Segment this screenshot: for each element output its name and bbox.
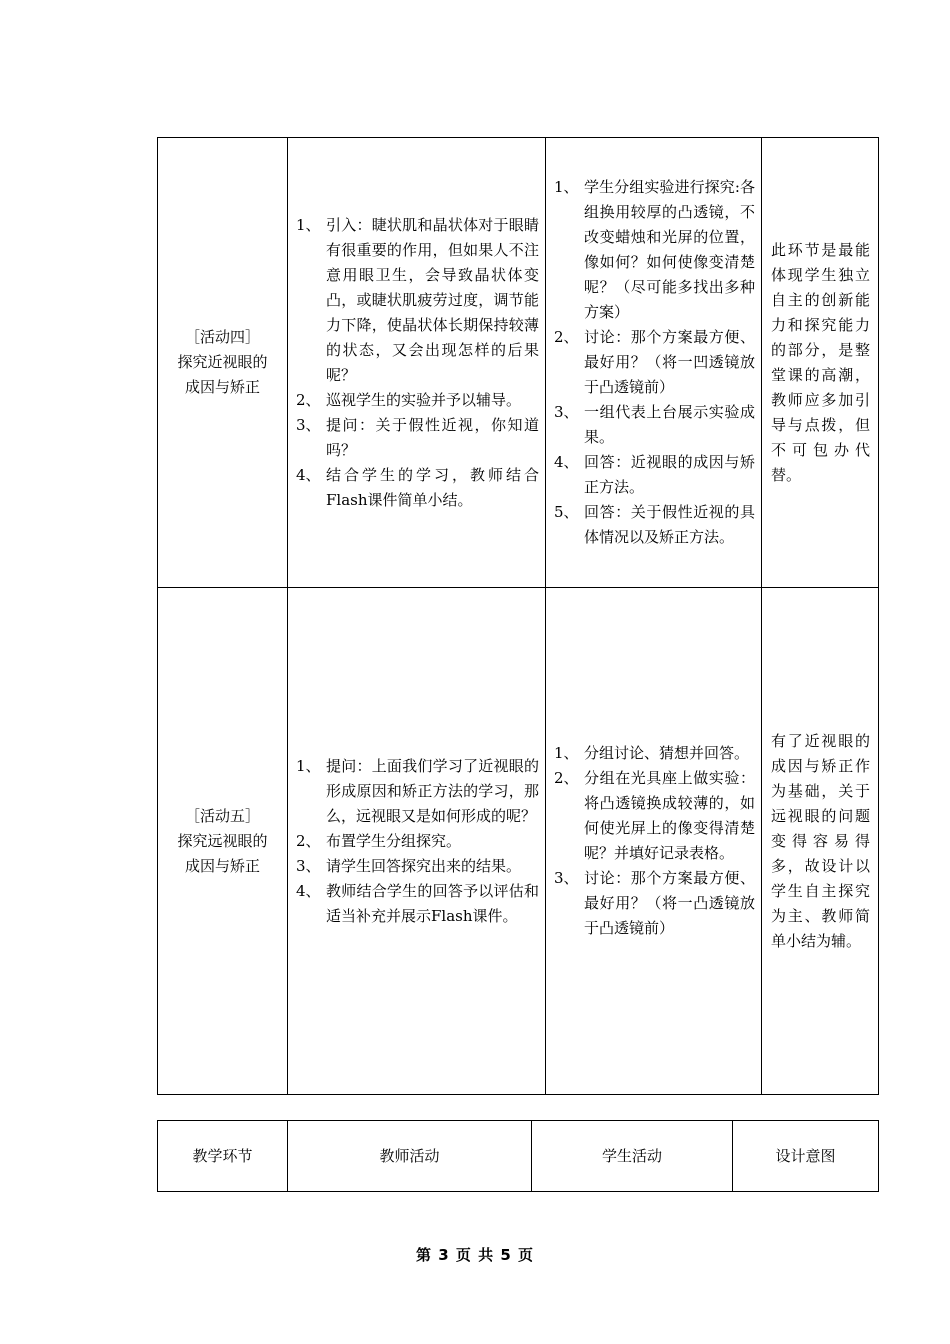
design-purpose-text: 有了近视眼的成因与矫正作为基础，关于远视眼的问题变得容易得多，故设计以学生自主探究为主、教师简单小结为辅。 bbox=[771, 731, 870, 950]
list-item bbox=[554, 400, 755, 450]
table-row bbox=[158, 138, 879, 588]
step-number: 4、 bbox=[296, 881, 321, 900]
list-item bbox=[554, 766, 755, 866]
step-text: 提问：上面我们学习了近视眼的形成原因和矫正方法的学习，那么，远视眼又是如何形成的呢？ bbox=[326, 756, 539, 825]
step-text: 教师结合学生的回答予以评估和适当补充并展示Flash课件。 bbox=[326, 881, 539, 925]
stage-title-line: 探究近视眼的 bbox=[177, 353, 268, 371]
stage-cell bbox=[158, 138, 288, 588]
step-number: 3、 bbox=[554, 403, 579, 421]
step-number: 1、 bbox=[554, 744, 579, 762]
list-item bbox=[296, 879, 539, 929]
stage-title-line: 探究远视眼的 bbox=[177, 831, 268, 850]
teacher-steps bbox=[288, 213, 545, 513]
list-item bbox=[554, 450, 755, 500]
step-text: 回答：关于假性近视的具体情况以及矫正方法。 bbox=[584, 503, 755, 546]
lesson-plan-table bbox=[157, 137, 879, 1095]
table-header-row-table bbox=[157, 1120, 879, 1192]
page-number: 第 3 页 共 5 页 bbox=[416, 1246, 534, 1264]
step-text: 讨论：那个方案最方便、最好用？（将一凹透镜放于凸透镜前） bbox=[584, 328, 755, 396]
stage-title-line: 成因与矫正 bbox=[184, 378, 260, 396]
table-row bbox=[158, 588, 879, 1095]
step-number: 3、 bbox=[296, 856, 321, 875]
stage-title-line: 成因与矫正 bbox=[184, 856, 260, 875]
step-number: 2、 bbox=[296, 390, 321, 409]
step-number: 2、 bbox=[554, 328, 579, 346]
header-teacher-activity: 教师活动 bbox=[288, 1121, 532, 1192]
step-text: 讨论：那个方案最方便、最好用？（将一凸透镜放于凸透镜前） bbox=[584, 869, 755, 937]
step-text: 分组讨论、猜想并回答。 bbox=[584, 744, 750, 762]
table-header-row bbox=[158, 1121, 879, 1192]
header-student-activity: 学生活动 bbox=[532, 1121, 733, 1192]
design-purpose-cell bbox=[762, 588, 879, 1095]
step-number: 5、 bbox=[554, 503, 579, 521]
stage-bracket: ［活动四］ bbox=[184, 328, 260, 346]
list-item bbox=[296, 854, 539, 879]
student-steps bbox=[546, 741, 761, 941]
step-text: 布置学生分组探究。 bbox=[326, 831, 462, 850]
step-number: 3、 bbox=[554, 869, 579, 887]
header-design-purpose: 设计意图 bbox=[733, 1121, 879, 1192]
list-item bbox=[296, 388, 539, 413]
list-item bbox=[554, 741, 755, 766]
stage-bracket: ［活动五］ bbox=[184, 806, 260, 825]
step-number: 2、 bbox=[554, 769, 579, 787]
teacher-steps bbox=[288, 754, 545, 929]
student-activity-cell bbox=[546, 138, 762, 588]
step-number: 4、 bbox=[296, 465, 321, 484]
header-stage: 教学环节 bbox=[158, 1121, 288, 1192]
step-number: 3、 bbox=[296, 415, 321, 434]
step-text: 结合学生的学习，教师结合Flash课件简单小结。 bbox=[326, 465, 539, 509]
step-number: 1、 bbox=[296, 215, 321, 234]
step-number: 4、 bbox=[554, 453, 579, 471]
list-item bbox=[296, 754, 539, 829]
step-text: 学生分组实验进行探究:各组换用较厚的凸透镜，不改变蜡烛和光屏的位置，像如何？如何使像变清楚呢？（尽可能多找出多种方案） bbox=[584, 178, 755, 321]
list-item bbox=[554, 866, 755, 941]
step-text: 引入：睫状肌和晶状体对于眼睛有很重要的作用，但如果人不注意用眼卫生，会导致晶状体变凸，或睫状肌疲劳过度，调节能力下降，使晶状体长期保持较薄的状态，又会出现怎样的后果呢？ bbox=[326, 215, 539, 384]
step-text: 回答：近视眼的成因与矫正方法。 bbox=[584, 453, 755, 496]
list-item bbox=[296, 829, 539, 854]
list-item bbox=[554, 500, 755, 550]
step-number: 1、 bbox=[296, 756, 321, 775]
design-purpose-text: 此环节是最能体现学生独立自主的创新能力和探究能力的部分，是整堂课的高潮，教师应多加引导与点拨，但不可包办代替。 bbox=[771, 240, 870, 484]
step-text: 一组代表上台展示实验成果。 bbox=[584, 403, 755, 446]
step-text: 分组在光具座上做实验：将凸透镜换成较薄的，如何使光屏上的像变得清楚呢？并填好记录表格。 bbox=[584, 769, 755, 862]
list-item bbox=[296, 413, 539, 463]
list-item bbox=[554, 325, 755, 400]
step-text: 请学生回答探究出来的结果。 bbox=[326, 856, 522, 875]
teacher-activity-cell bbox=[288, 588, 546, 1095]
list-item bbox=[296, 463, 539, 513]
stage-cell bbox=[158, 588, 288, 1095]
step-number: 1、 bbox=[554, 178, 579, 196]
step-text: 巡视学生的实验并予以辅导。 bbox=[326, 390, 522, 409]
step-text: 提问：关于假性近视，你知道吗？ bbox=[326, 415, 539, 459]
step-number: 2、 bbox=[296, 831, 321, 850]
list-item bbox=[554, 175, 755, 325]
student-steps bbox=[546, 175, 761, 550]
teacher-activity-cell bbox=[288, 138, 546, 588]
design-purpose-cell bbox=[762, 138, 879, 588]
list-item bbox=[296, 213, 539, 388]
student-activity-cell bbox=[546, 588, 762, 1095]
